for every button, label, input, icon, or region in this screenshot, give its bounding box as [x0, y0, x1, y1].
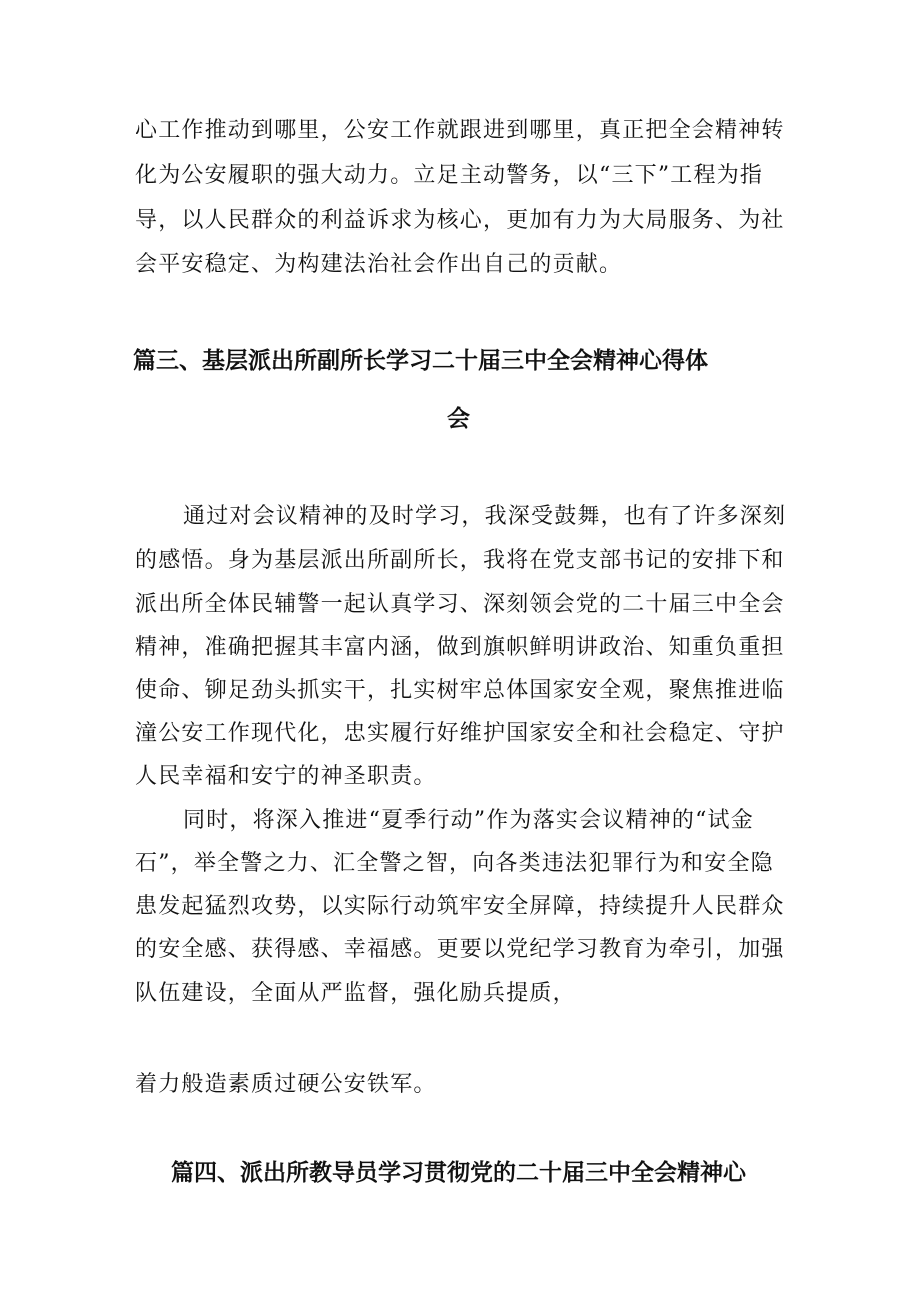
body-line: 精神，准确把握其丰富内涵，做到旗帜鲜明讲政治、知重负重担 — [135, 635, 785, 660]
body-line: 石”，举全警之力、汇全警之智，向各类违法犯罪行为和安全隐 — [135, 851, 774, 876]
body-line: 患发起猛烈攻势，以实际行动筑牢安全屏障，持续提升人民群众 — [135, 894, 785, 919]
body-line: 通过对会议精神的及时学习，我深受鼓舞，也有了许多深刻 — [183, 504, 787, 529]
body-line: 人民幸福和安宁的神圣职责。 — [135, 764, 437, 789]
body-line: 的安全感、获得感、幸福感。更要以党纪学习教育为牵引，加强 — [135, 937, 785, 962]
body-line: 导，以人民群众的利益诉求为核心，更加有力为大局服务、为社 — [135, 208, 785, 233]
body-line: 会平安稳定、为构建法治社会作出自己的贡献。 — [135, 252, 623, 277]
body-line: 潼公安工作现代化，忠实履行好维护国家安全和社会稳定、守护 — [135, 721, 785, 746]
section-three-title-continued: 会 — [447, 406, 470, 432]
body-line: 同时，将深入推进“夏季行动”作为落实会议精神的“试金 — [183, 808, 754, 833]
body-line: 的感悟。身为基层派出所副所长，我将在党支部书记的安排下和 — [135, 548, 785, 573]
body-line: 着力般造素质过硬公安铁军。 — [135, 1072, 437, 1097]
body-line: 派出所全体民辅警一起认真学习、深刻领会党的二十届三中全会 — [135, 592, 785, 617]
body-line: 心工作推动到哪里，公安工作就跟进到哪里，真正把全会精神转 — [135, 118, 785, 143]
body-line: 使命、铆足劲头抓实干，扎实树牢总体国家安全观，聚焦推进临 — [135, 678, 785, 703]
body-line: 化为公安履职的强大动力。立足主动警务，以“三下”工程为指 — [135, 163, 764, 188]
section-four-title: 篇四、派出所教导员学习贯彻党的二十届三中全会精神心 — [171, 1160, 746, 1186]
body-line: 队伍建设，全面从严监督，强化励兵提质， — [135, 981, 576, 1006]
section-three-title: 篇三、基层派出所副所长学习二十届三中全会精神心得体 — [133, 348, 708, 374]
